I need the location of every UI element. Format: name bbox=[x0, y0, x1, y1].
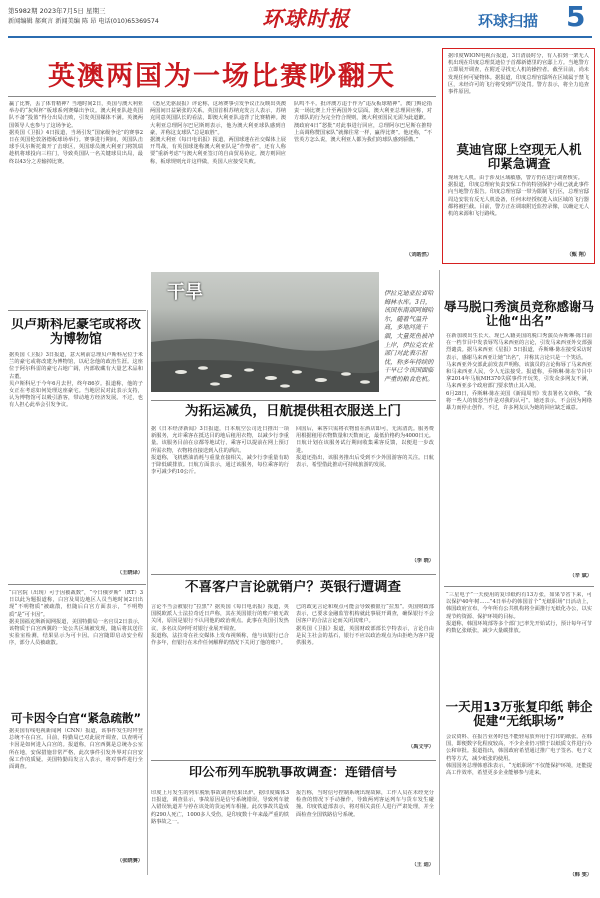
lead-headline-rule bbox=[8, 96, 436, 97]
drone-story-body: 现场无人机。由于涉及区域敏感，警方仍在进行调查核实。 据报道，印度总理府负责安保工作的特别保护小组已就此事件向当地警方报告。印度总理官邸一带为限制飞行区，总理官邸周边安装有反无人机设备，任何未经授权进入该区域的飞行器都将被拦截。目前，警方正在调取附近监控录像，以确定无人机的来源和飞行路线。 bbox=[448, 175, 589, 218]
bank-author: （禹文宇） bbox=[408, 744, 434, 750]
column-rule-left bbox=[147, 310, 148, 875]
drone-story-lead: 据印度WION电视台报道，3日清晨时分，有人拍到一架无人机出现在印度总理莫迪位于首都新德里的官邸上方。当地警方立即展开调查，在附近寻找无人机的操控者。截至目前，尚未发现任何可疑物体。据报道，印度总理官邸所在区域属于禁飞区，未经许可的飞行将受到严厉处罚。警方表示，将全力追查事件原因。 bbox=[448, 53, 589, 96]
whitehouse-lead: “白宫院（出现）可于因被裁数”，“今日俄罗斯”（RT）3日以此为题报道称，白宫及周边地区人员当地时间2日出现“不明物质”被疏散，但随后白宫方面表示，“不明物质”是“可卡因”。 据美国福克斯新闻网报道，美国特勤局一名官员2日表示，该物质于白宫西翼的一处公共区域被发现，随后将其送往实验室检测，结果显示为可卡因。白宫随即启动安全程序，部分人员被疏散。 bbox=[9, 590, 143, 647]
paperless-lead: “三星电子”一天使用的复印纸约有13万张，如果节省下来，可以保护40年树……”4日举办的韩国首个“无纸职场”日活动上，韩国政府宣布，今年所有公共机构将全面推行无纸化办公，以实现节约资源、保护环境的目标。 报道称，韩国环境部等多个部门已率先开始试行，预计每年可节约数亿张纸张，减少大量碳排放。 bbox=[446, 592, 592, 635]
paperless-body: 会议资料、在报告业务时也不能轻易放弃用于打印的纸张。在韩国，即便数字化程度较高，不少企业仍习惯于以纸质文件进行办公和审批。报道指出，韩国政府希望通过推广电子签名、电子文档等方式，减少纸张的使用。 韩国国务总理韩悳洙表示，“无纸职场”不仅能保护环境，还能提高工作效率，希望更多企业能够参与进来。 bbox=[446, 734, 592, 777]
lead-col3: 队鸣不平。批评澳方违于作为“违反板球精神”。澳门舆论指责一场比赛上升至两国外交层面。澳大利亚总理回应称，对方球队的行为完全符合规则，澳大利亚国民无需为此道歉。 澳政府4日“怒批”对此事进行回应，总理阿尔巴尼斯在推特上高调称赞国家队“就像往常一样，赢得比赛”。他还称，“不管英方怎么说，澳大利亚人都为我们的球队感到骄傲。” bbox=[294, 101, 432, 144]
jal-headline: 为拓运减负，日航提供租衣服送上门 bbox=[185, 404, 401, 419]
bank-headline: 不喜客户言论就销户？英银行遭调查 bbox=[185, 580, 401, 595]
drought-photo bbox=[151, 272, 379, 392]
paperless-author: （韩 雯） bbox=[569, 872, 592, 878]
comedian-author: （辛 斌） bbox=[569, 573, 592, 579]
whitehouse-body: 据美国有线电视新闻网（CNN）报道，该事件发生时拜登总统不在白宫。目前，特勤局已对此展开调查，以查明可卡因是如何进入白宫的。报道称，白宫西翼是总统办公室所在地，安保措施非常严格，此次事件引发外界对白宫安保工作的质疑。美国特勤局发言人表示，将对事件进行全面调查。 bbox=[9, 728, 143, 771]
section-name: 环球扫描 bbox=[478, 12, 539, 30]
museum-author: （王晓译） bbox=[117, 570, 143, 576]
comedian-headline: 辱马脱口秀演员竞称感谢马让他“出名” bbox=[444, 300, 594, 328]
train-col2: 报告称，当时信号控制系统出现故障，工作人员在未经充分检查的情况下手动操作，导致两列客运列车与货车发生碰撞。印度铁道部表示，将对相关责任人进行严肃处理，并全面检查全国铁路信号系统。 bbox=[296, 790, 434, 818]
jal-col2: 回国后，乘客只需将衣物留在酒店即可，无需清洗。服务费用根据租用衣物数量和天数而定，最低价格约为4000日元。日航计划在该服务试行期间收集乘客反馈，以便进一步改进。 报道还指出，该服务推出后受到不少外国游客的关注。日航表示，希望借此推动可持续旅游的发展。 bbox=[296, 426, 434, 469]
bank-col2: 已的政见言论和观点可能会导致被银行“拉黑”。英国财政部表示，已要求金融监管机构就此事展开调查，确保银行不会因客户的合法言论而关闭其账户。 据英国《卫报》报道，英国财政部部长亨特表示，言论自由是民主社会的基石，银行不应以政治观点为由拒绝为客户提供服务。 bbox=[296, 604, 434, 647]
drone-story-box bbox=[442, 48, 595, 264]
page-number: 5 bbox=[566, 0, 586, 33]
paperless-top-rule bbox=[444, 586, 594, 587]
train-author: （王 迪） bbox=[411, 862, 434, 868]
lead-headline: 英澳两国为一场比赛吵翻天 bbox=[48, 62, 396, 92]
jal-col1: 据《日本经济新闻》3日报道，日本航空公司近日推出一项新服务，允许乘客在抵达目的地后租用衣物，以减少行李重量。该服务目前在京都等地试行，乘客可以提前在网上预订所需衣物，衣物将直接送到入住的酒店。 报道称，飞机燃油消耗与重量直接相关，减少行李重量有助于降低碳排放。日航方面表示，通过该服务，每位乘客的行李可减少约10公斤。 bbox=[151, 426, 289, 476]
jal-author: （李 晓） bbox=[411, 558, 434, 564]
whitehouse-top-rule bbox=[8, 584, 146, 585]
editors-line: 新闻编辑 郝爽言 新闻美编 陈 昂 电话(010)65369574 bbox=[8, 18, 159, 25]
edition-line: 第5982期 2023年7月5日 星期三 bbox=[8, 7, 106, 15]
drone-story-headline: 莫迪官邸上空现无人机 印紧急调查 bbox=[456, 142, 582, 171]
lead-col2: 《悉尼先驱晨报》评论称，这场赛事引发争议正反映出英澳两国间日益紧张的关系。英国首相苏纳克发言人表示，苏纳克同意英国队长的看法，即澳大利亚队违背了比赛精神。澳大利亚总理阿尔巴尼斯则表示，他为澳大利亚球队感到自豪，并称这支球队“总是取胜”。 据澳大利亚《每日电讯报》报道，两国球迷在社交媒体上展开骂战，有英国球迷称澳大利亚队是“作弊者”，还有人称要“重新考虑”与澳大利亚签订的自由贸易协定。澳方则回应称，板球规则允许这样做，英国人应接受失败。 bbox=[150, 101, 286, 165]
train-top-rule bbox=[151, 760, 436, 761]
museum-body: 据英国《卫报》3日报道，意大利前总理贝卢斯科尼位于米兰的豪宅或将改建为博物馆，以纪念他的政治生涯。这座位于阿尔科雷的豪宅占地广阔，内部收藏有大量艺术品和古董。 贝卢斯科尼于今年6月去世，终年86岁。报道称，他的子女正在考虑如何处理这座豪宅。当地居民对此表示支持，认为博物馆可以吸引游客，带动地方经济发展。不过，也有人担心此举会引发争议。 bbox=[9, 352, 143, 409]
whitehouse-author: （张晓赛） bbox=[117, 858, 143, 864]
museum-headline: 贝卢斯科尼豪宅或将改为博物馆 bbox=[10, 318, 141, 347]
masthead-rule bbox=[8, 36, 592, 38]
comedian-body: 在新加坡出生长大、现已入籍美国的脱口秀演员乔斯琳·陈日前在一档节目中发表辱骂马来西亚的言论，引发马来西亚外交部强烈谴责。据马来西亚《星报》5日报道，乔斯琳·陈在接受采访时表示，感谢马来西亚让她“出名”，并称其言论只是一个笑话。 马来西亚外交部此前发表声明称，该演员的言论侮辱了马来西亚和马来西亚人民，令人无法接受。报道称，乔斯琳·陈在节目中拿2014年马航MH370失联事件开玩笑，引发众多网友不满，马来西亚多个政府部门要求禁止其入境。 6月28日，乔斯琳·陈在美国《新闻周刊》发表署名文章称，“我将一些人的愤怒当作是对我的认可”。她还表示，不会因为网络暴力而停止创作。不过，许多网友认为她的回应缺乏诚意。 bbox=[446, 333, 592, 412]
newspaper-logo: 环球时报 bbox=[262, 6, 350, 31]
whitehouse-headline: 可卡因令白宫“紧急疏散” bbox=[10, 712, 142, 725]
jal-top-rule bbox=[151, 400, 436, 401]
train-headline: 印公布列车脱轨事故调查：连错信号 bbox=[188, 766, 397, 780]
lead-col1: 赢了比赛，丢了体育精神？当地时间2日，英国与澳大利亚举办的“灰烬杯”板球系列赛爆出争议。澳大利亚队趁英国队不备“投篮”得分出局击败，引发英国媒体不满。英澳两国领导人也参与了这场争论。 据英国《卫报》4日报道，当场引发“国家级争论”的赛事2日在英国伦敦洛德板球场举行。赛事进行期间，英国队击球手贝尔斯托离开了击球区，英国球员澳大利亚门将凯瑞趁机将球投向三柱门，导致英国队一名关键球员出局，最终以43分之差输掉比赛。 bbox=[9, 101, 143, 165]
photo-caption: 伊拉克迪亚拉省哈姆林水库。3日，该国东南部阿姆哈尔，随着气温升高，多地河流干涸，大量死鱼被冲上岸，伊拉克农业部门对此表示担忧，称多年持续的干旱已令该国面临严重的粮食危机。 bbox=[384, 290, 434, 383]
bank-top-rule bbox=[151, 574, 436, 575]
photo-title: 干旱 bbox=[167, 282, 203, 303]
column-rule-right bbox=[439, 270, 440, 875]
drone-story-author: （甄 翔） bbox=[566, 252, 589, 258]
train-col1: 印度上月发生的列车脱轨事故调查结果出炉。据印度媒体3日报道，调查显示，事故原因是信号系统错误，导致列车驶入错误轨道并与停在该处的货运列车相撞。此次事故共造成约290人死亡，1000多人受伤，是印度数十年来最严重的铁路事故之一。 bbox=[151, 790, 289, 825]
museum-top-rule bbox=[8, 310, 146, 311]
lead-author: （刘皓然） bbox=[406, 252, 432, 258]
paperless-headline: 一天用13万张复印纸 韩企促建“无纸职场” bbox=[445, 700, 593, 728]
bank-col1: 言论不当会被银行“拉黑”？据英国《每日电讯报》报道，英国脱欧派人士法拉奇近日声称，其在英国银行的账户被无故关闭，原因是银行不认同他的政治观点。此事在英国引发热议，多名议员呼吁对银行业展开调查。 报道称，法拉奇在社交媒体上发布视频称，他与该银行已合作多年，但银行在未作任何解释的情况下关闭了他的账户。 bbox=[151, 604, 289, 647]
